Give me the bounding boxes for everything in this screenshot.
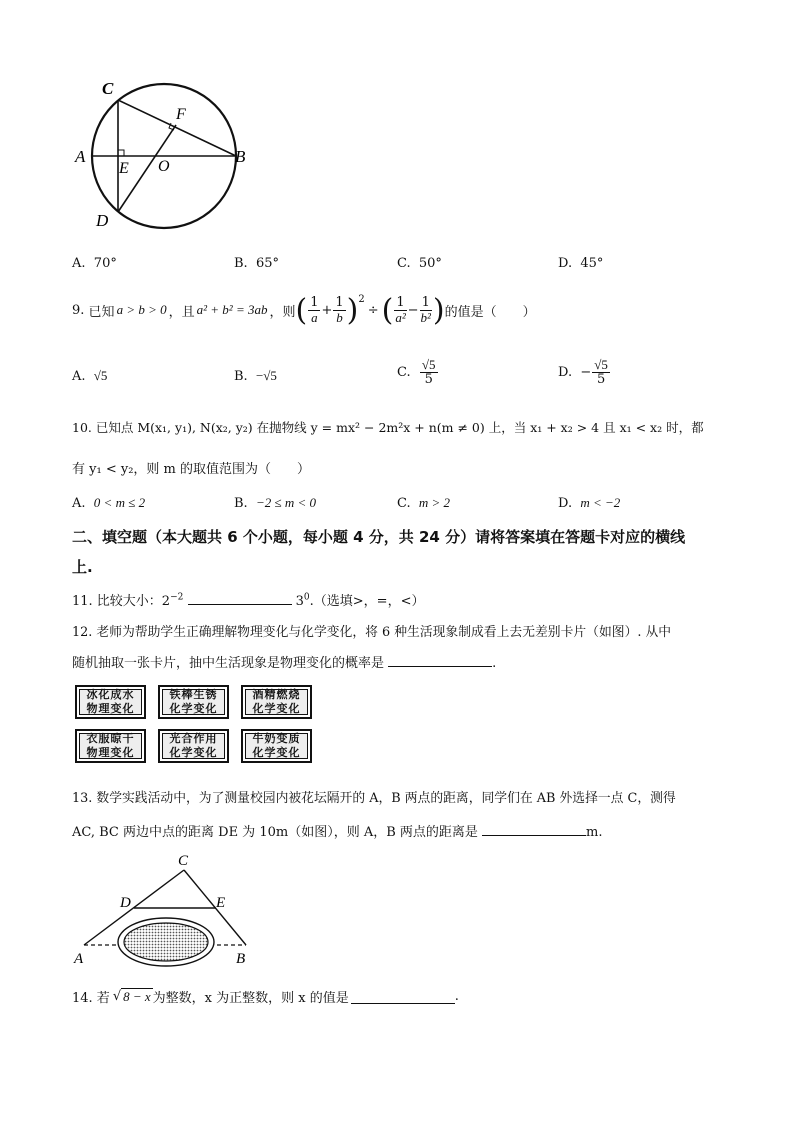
card-iron-rust: 铁棒生锈 化学变化 bbox=[158, 685, 229, 719]
label-C: C bbox=[178, 853, 189, 869]
label-A: A bbox=[75, 147, 86, 166]
section-2-title-cont: 上. bbox=[72, 558, 93, 576]
q10-line1: 10. 已知点 M(x₁, y₁), N(x₂, y₂) 在抛物线 y = mx² − 2m²x + n(m ≠ 0) 上，当 x₁ + x₂ > 4 且 x₁ < x₂ 时，都 bbox=[72, 420, 704, 435]
q12-answer-blank[interactable] bbox=[388, 652, 492, 667]
label-E: E bbox=[216, 895, 226, 911]
q8-option-b: B. 65° bbox=[234, 256, 279, 271]
card-alcohol-burn: 酒精燃烧 化学变化 bbox=[241, 685, 312, 719]
label-E: E bbox=[119, 160, 129, 177]
label-D: D bbox=[96, 211, 109, 230]
q9-option-d: D. − $\frac{√5}{5}$ bbox=[558, 356, 608, 387]
q14-answer-blank[interactable] bbox=[351, 989, 455, 1004]
sqrt-sign: √ bbox=[112, 989, 122, 1004]
q8-option-a: A. 70° bbox=[72, 256, 117, 271]
card-milk-spoil: 牛奶变质 化学变化 bbox=[241, 729, 312, 763]
q12-line2: 随机抽取一张卡片，抽中生活现象是物理变化的概率是 . bbox=[72, 652, 496, 671]
circle-figure bbox=[72, 78, 252, 238]
card-ice-to-water: 冰化成水 物理变化 bbox=[75, 685, 146, 719]
q10-option-c: C. m > 2 bbox=[397, 495, 451, 511]
q9-option-b: B. −√5 bbox=[234, 368, 277, 384]
q10-line2: 有 y₁ < y₂，则 m 的取值范围为（ ） bbox=[72, 462, 310, 477]
label-C: C bbox=[102, 79, 114, 98]
q10-option-d: D. m < −2 bbox=[558, 495, 621, 511]
q8-option-d: D. 45° bbox=[558, 256, 604, 271]
label-A: A bbox=[74, 951, 84, 967]
q13-answer-blank[interactable] bbox=[482, 821, 586, 836]
triangle-flowerbed-figure bbox=[70, 850, 260, 970]
q11-stem: 11. 比较大小：$2^{-2}$ $3^0$.（选填>，=，<） bbox=[72, 590, 424, 609]
q13-line1: 13. 数学实践活动中，为了测量校园内被花坛隔开的 A，B 两点的距离，同学们在 AB 外选择一点 C，测得 bbox=[72, 791, 676, 806]
q12-line1: 12. 老师为帮助学生正确理解物理变化与化学变化，将 6 种生活现象制成看上去无差别卡片（如图）. 从中 bbox=[72, 625, 672, 640]
q8-option-c: C. 50° bbox=[397, 256, 442, 271]
q11-answer-blank[interactable] bbox=[188, 590, 292, 605]
card-clothes-dry: 衣服晾干 物理变化 bbox=[75, 729, 146, 763]
label-O: O bbox=[158, 158, 170, 175]
q9-option-a: A. √5 bbox=[72, 368, 108, 384]
q9-option-c: C. $\frac{√5}{5}$ bbox=[397, 356, 436, 387]
q10-option-a: A. 0 < m ≤ 2 bbox=[72, 495, 146, 511]
label-B: B bbox=[236, 951, 246, 967]
q9-stem: 9. 已知 a > b > 0 ，且 a² + b² = 3ab ，则 ( $\frac{1}{a}$ + $\frac{1}{b}$ ) $^2$ ÷ ( $\frac{1}{\text{a²}}$ − $\frac{1}{\text{b²}}$ ) 的值是（ ） bbox=[72, 292, 536, 328]
q13-line2: AC, BC 两边中点的距离 DE 为 10m（如图），则 A，B 两点的距离是 m. bbox=[72, 821, 603, 840]
label-B: B bbox=[235, 147, 246, 166]
label-F: F bbox=[176, 106, 186, 123]
label-D: D bbox=[120, 895, 131, 911]
card-photosynthesis: 光合作用 化学变化 bbox=[158, 729, 229, 763]
section-2-title: 二、填空题（本大题共 6 个小题，每小题 4 分，共 24 分）请将答案填在答题卡对应的横线 bbox=[72, 528, 686, 546]
q10-option-b: B. −2 ≤ m < 0 bbox=[234, 495, 317, 511]
q14-stem: 14. 若 √ 8 − x 为整数，x 为正整数，则 x 的值是 . bbox=[72, 989, 459, 1006]
